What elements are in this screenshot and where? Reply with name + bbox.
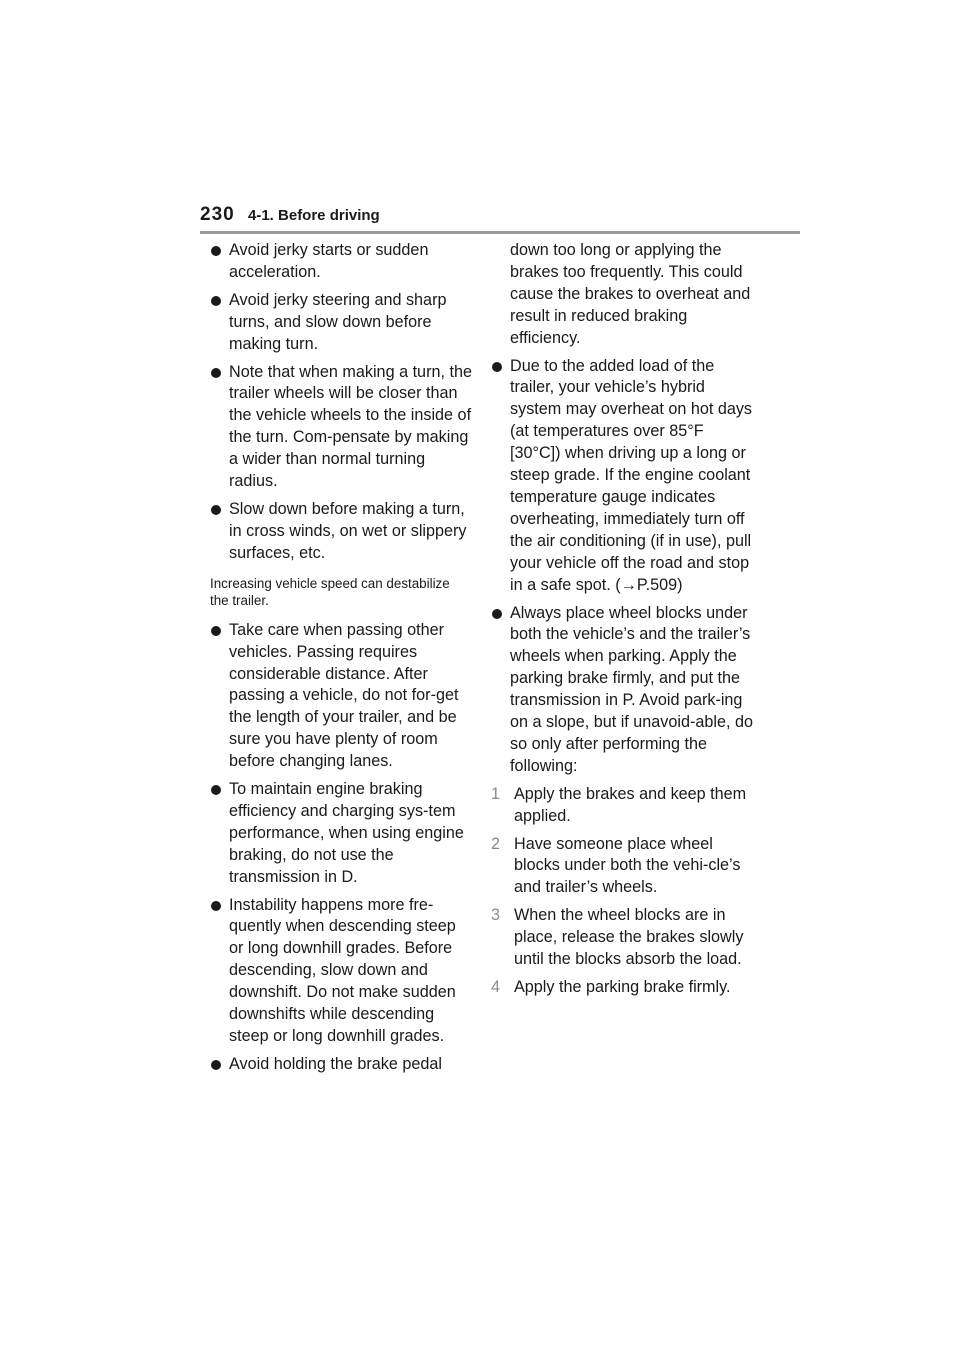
bullet-icon	[211, 296, 221, 306]
bullet-item	[491, 603, 753, 778]
numbered-step	[491, 905, 753, 971]
page-header	[200, 204, 800, 234]
subheading-caption: Increasing vehicle speed can destabilize the trailer.	[210, 575, 450, 608]
step-text: Apply the parking brake firmly.	[514, 978, 731, 996]
bullet-text: Due to the added load of the trailer, your vehicle’s hybrid system may overheat on hot days (at temperatures over 85°F [30°C]) when driving up a long or steep grade. If the engine coolant temperature gauge indicates overheating, immediately turn off the air conditioning (if in use), pull your vehicle off the road and stop in a safe spot. (→P.509)	[510, 356, 753, 594]
step-number: 2	[491, 834, 501, 853]
bullet-icon	[211, 785, 221, 795]
bullet-text: Avoid jerky starts or sudden acceleration.	[229, 241, 429, 281]
bullet-item	[491, 356, 753, 597]
left-column	[210, 240, 472, 1082]
bullet-item	[210, 895, 472, 1048]
bullet-item	[210, 779, 472, 889]
bullet-text: Avoid holding the brake pedal	[229, 1054, 442, 1073]
bullet-item	[210, 362, 472, 493]
bullet-item	[210, 290, 472, 356]
bullet-text: To maintain engine braking efficiency and charging sys-tem performance, when using engine braking, do not use the transmission in D.	[229, 780, 464, 886]
bullet-item	[210, 499, 472, 565]
bullet-icon	[211, 1060, 221, 1070]
step-number: 1	[491, 784, 501, 803]
bullet-icon	[211, 368, 221, 378]
page-number: 230	[200, 204, 235, 225]
step-text: Have someone place wheel blocks under both the vehi-cle’s and trailer’s wheels.	[514, 834, 741, 897]
bullet-text: Avoid jerky steering and sharp turns, and slow down before making turn.	[229, 290, 447, 353]
header-divider	[200, 231, 800, 234]
numbered-step	[491, 834, 753, 900]
bullet-text: Take care when passing other vehicles. Passing requires considerable distance. After passing a vehicle, do not for-get the length of your trailer, and be sure you have plenty of room before changing lanes.	[229, 620, 459, 771]
bullet-icon	[492, 362, 502, 372]
continued-text: down too long or applying the brakes too frequently. This could cause the brakes to overheat and result in reduced braking efficiency.	[510, 241, 751, 347]
bullet-icon	[211, 626, 221, 636]
bullet-text: Instability happens more fre-quently when descending steep or long downhill grades. Before descending, slow down and downshift. Do not make sudden downshifts while descending steep or long downhill grades.	[229, 895, 456, 1045]
bullet-text: Slow down before making a turn, in cross winds, on wet or slippery surfaces, etc.	[229, 499, 467, 562]
numbered-step	[491, 977, 753, 999]
right-column	[491, 240, 753, 1005]
bullet-item	[210, 620, 472, 773]
step-number: 4	[491, 978, 501, 996]
bullet-icon	[492, 609, 502, 619]
section-title: 4-1. Before driving	[248, 207, 380, 224]
step-text: Apply the brakes and keep them applied.	[514, 784, 747, 825]
step-number: 3	[491, 906, 501, 925]
bullet-icon	[211, 505, 221, 515]
bullet-item	[210, 1054, 472, 1076]
bullet-item	[210, 240, 472, 284]
bullet-icon	[211, 246, 221, 256]
bullet-icon	[211, 901, 221, 911]
numbered-step	[491, 784, 753, 828]
bullet-text: Always place wheel blocks under both the vehicle’s and the trailer’s wheels when parking. Apply the parking brake firmly, and put the transmission in P. Avoid park-ing on a slope, but if unavoid-able, do so only after performing the following:	[510, 603, 753, 775]
step-text: When the wheel blocks are in place, release the brakes slowly until the blocks absorb the load.	[514, 906, 744, 969]
bullet-text: Note that when making a turn, the trailer wheels will be closer than the vehicle wheels to the inside of the turn. Com-pensate by making a wider than normal turning radius.	[229, 362, 472, 491]
